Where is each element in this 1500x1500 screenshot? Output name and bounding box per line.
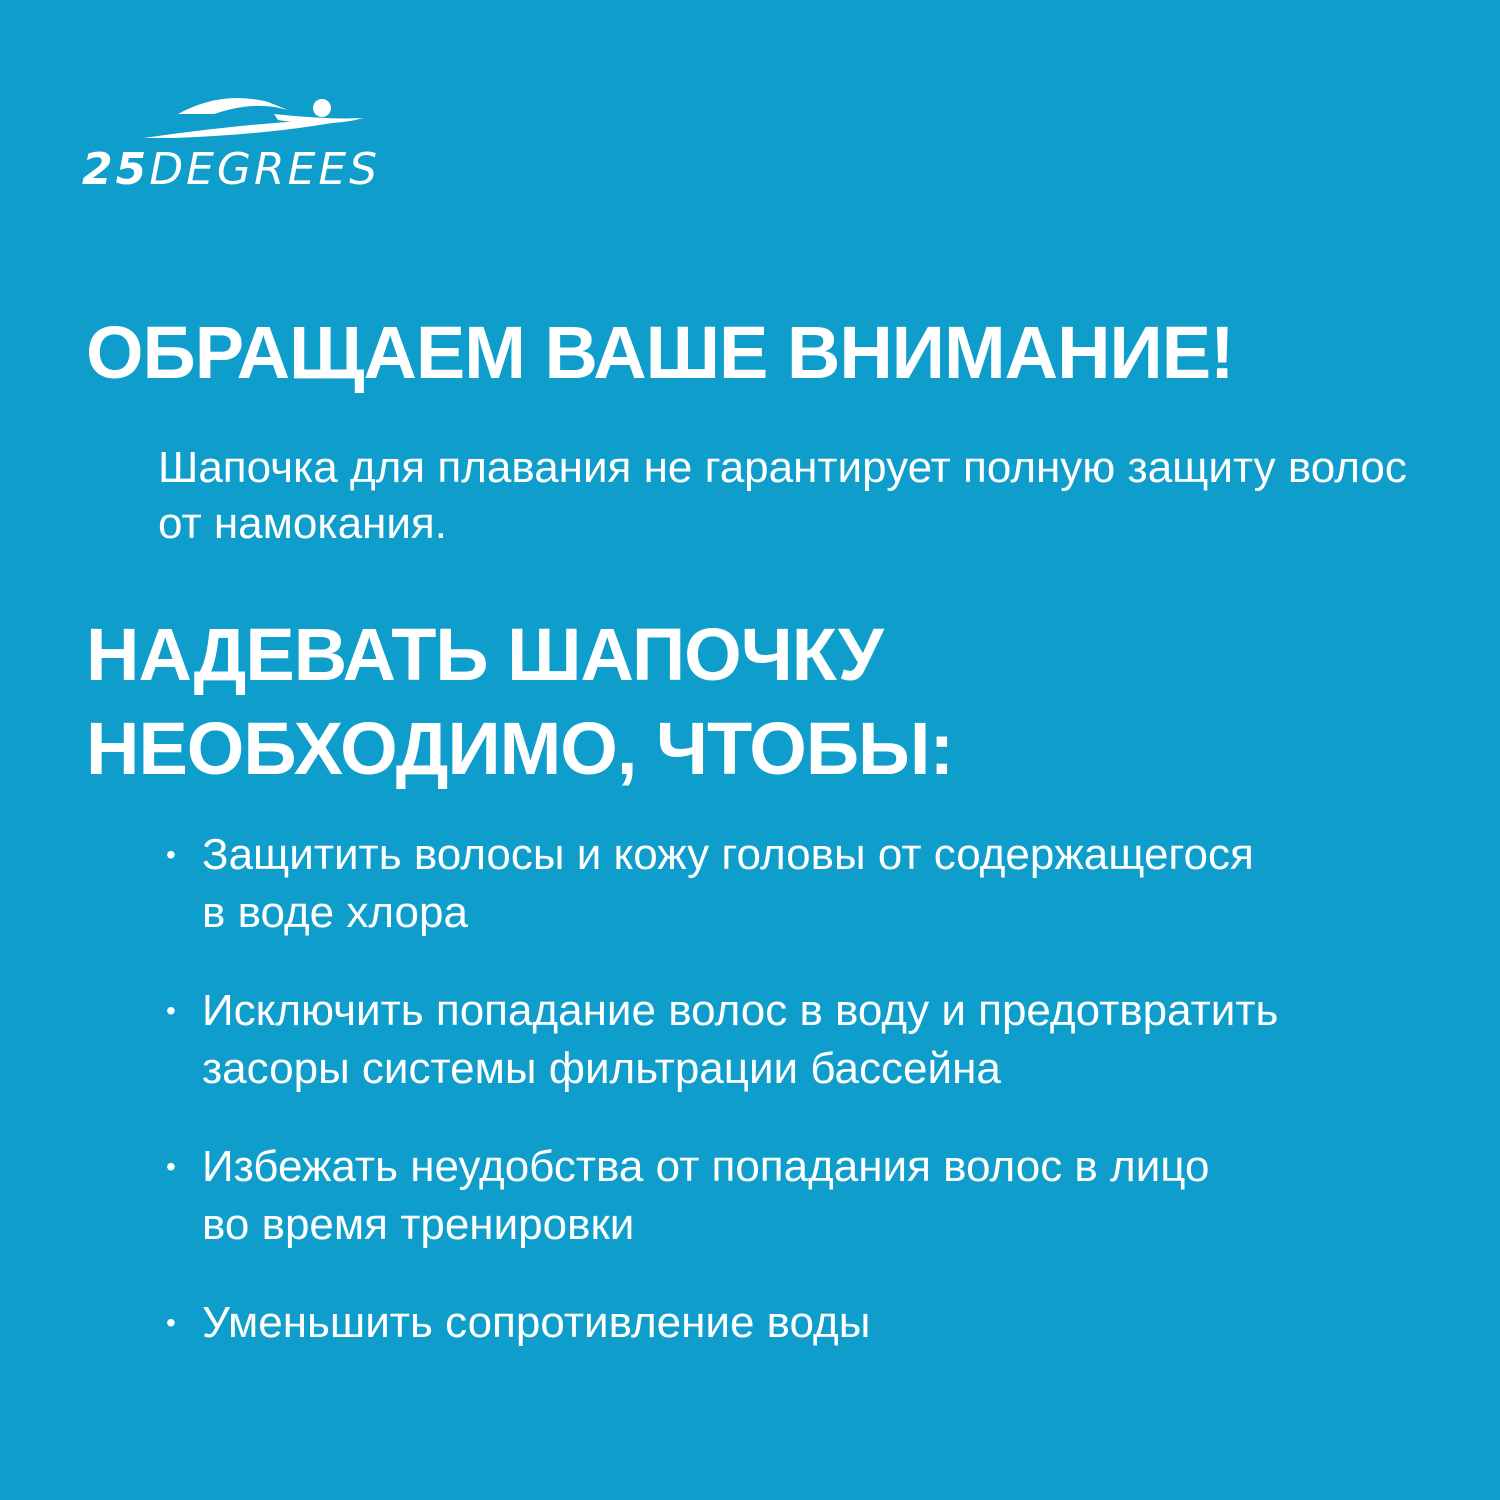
list-item-line2: в воде хлора xyxy=(202,888,468,937)
swimmer-icon xyxy=(82,92,412,152)
list-item-line1: Защитить волосы и кожу головы от содержащегося xyxy=(202,830,1254,879)
attention-heading: ОБРАЩАЕМ ВАШЕ ВНИМАНИЕ! xyxy=(86,311,1234,394)
list-item xyxy=(158,1294,1438,1352)
list-item xyxy=(158,982,1438,1098)
purpose-list xyxy=(158,826,1438,1392)
list-item xyxy=(158,1138,1438,1254)
list-item-line2: засоры системы фильтрации бассейна xyxy=(202,1044,1001,1093)
list-item-line1: Исключить попадание волос в воду и предотвратить xyxy=(202,986,1279,1035)
bullet-icon: • xyxy=(166,839,176,870)
bullet-icon: • xyxy=(166,1307,176,1338)
purpose-heading-line1: НАДЕВАТЬ ШАПОЧКУ xyxy=(86,613,883,696)
logo-number: 25 xyxy=(82,144,150,195)
list-item-line2: во время тренировки xyxy=(202,1200,635,1249)
list-item-line1: Избежать неудобства от попадания волос в лицо xyxy=(202,1142,1210,1191)
bullet-icon: • xyxy=(166,995,176,1026)
list-item-line1: Уменьшить сопротивление воды xyxy=(202,1298,871,1347)
logo-wordmark xyxy=(82,144,381,195)
purpose-heading-line2: НЕОБХОДИМО, ЧТОБЫ: xyxy=(86,707,954,790)
logo-word: DEGREES xyxy=(149,144,381,195)
bullet-icon: • xyxy=(166,1151,176,1182)
purpose-heading xyxy=(86,608,953,796)
list-item xyxy=(158,826,1438,942)
brand-logo xyxy=(82,92,412,202)
attention-note: Шапочка для плавания не гарантирует полную защиту волос от намокания. xyxy=(158,443,1407,548)
